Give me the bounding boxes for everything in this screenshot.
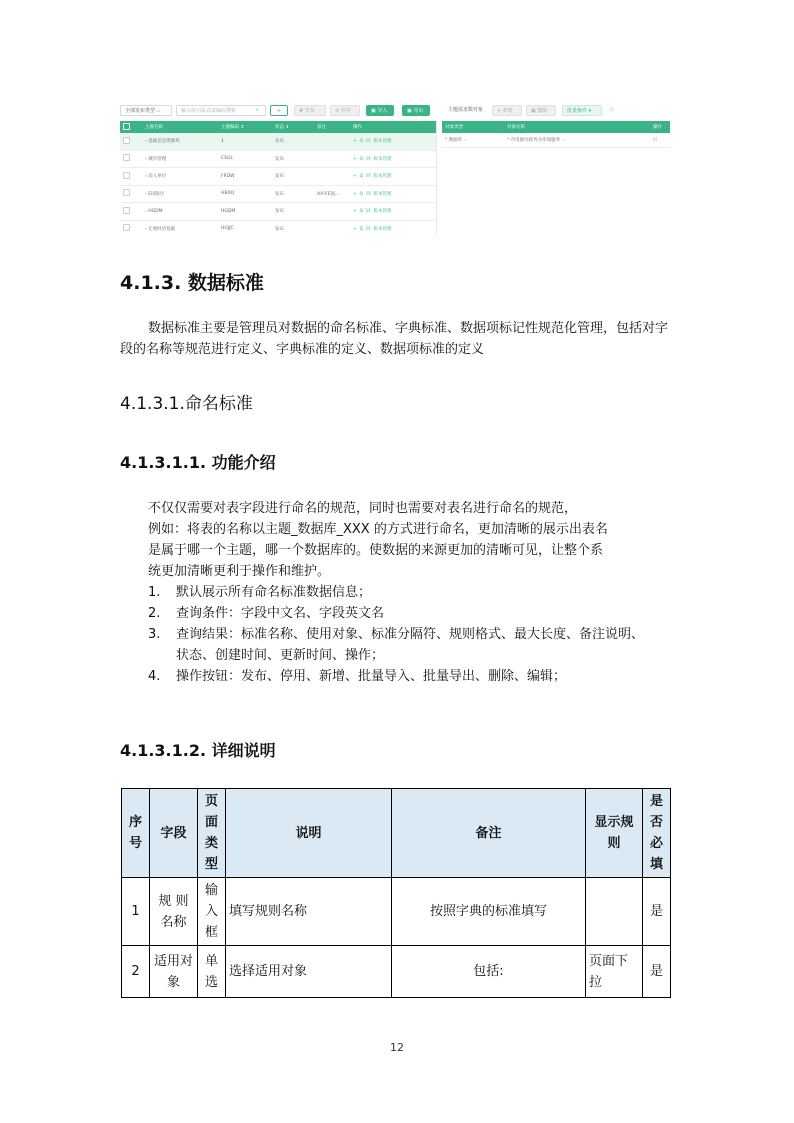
intro-line: 统更加清晰更利于操作和维护。 xyxy=(148,564,331,579)
heading-4-1-3: 4.1.3. 数据标准 xyxy=(120,272,264,294)
th-required: 是否必填 xyxy=(643,789,671,878)
th-code[interactable]: 主题编码 ⇕ xyxy=(218,121,272,133)
table-row: 1 规 则名称 输入框 填写规则名称 按照字典的标准填写 是 xyxy=(122,878,671,946)
th-display: 显示规则 xyxy=(586,789,643,878)
list-item: 3. 查询结果：标准名称、使用对象、标准分隔符、规则格式、最大长度、备注说明、 xyxy=(148,627,645,642)
embedded-screenshot xyxy=(120,103,670,235)
select-all-checkbox[interactable] xyxy=(123,123,130,130)
publish-button[interactable]: ✚ 发布 xyxy=(294,105,326,116)
right-delete-button[interactable]: ▣ 删除 xyxy=(526,105,556,116)
th-object-name: 对象名称 xyxy=(504,121,650,133)
delete-icon[interactable]: 回 xyxy=(650,133,670,148)
th-desc: 说明 xyxy=(226,789,392,878)
row-checkbox[interactable] xyxy=(123,137,130,144)
heading-4-1-3-1-2: 4.1.3.1.2. 详细说明 xyxy=(120,741,276,760)
type-select[interactable]: 全部发布类型 ⌵ xyxy=(120,105,172,116)
object-name-select[interactable]: * 市电源办政务分库保服务 ⌵ xyxy=(504,133,650,148)
search-icon[interactable]: ⌕ xyxy=(256,107,259,113)
page-number: 12 xyxy=(390,1041,404,1054)
table-row[interactable]: › 基础信息资源块 1 发布 + Q 回 版本管理 xyxy=(120,133,436,150)
detail-table xyxy=(121,788,671,998)
paragraph-data-standard: 数据标准主要是管理员对数据的命名标准、字典标准、数据项标记性规范化管理，包括对字段的名称等规范进行定义、字典标准的定义、数据项标准的定义 xyxy=(120,321,669,357)
batch-ops-button[interactable]: 批量操作 ▾ xyxy=(562,105,602,116)
table-row[interactable]: › E国际区 HBXQ 发布 AA市E国... + Q 回 版本管理 xyxy=(120,185,436,203)
row-checkbox[interactable] xyxy=(123,154,130,161)
table-row: 2 适用对象 单选 选择适用对象 包括: 页面下拉 是 xyxy=(122,946,671,998)
heading-4-1-3-1: 4.1.3.1.命名标准 xyxy=(120,394,253,414)
table-row[interactable]: › 城市管理 CSGL 发布 + Q 回 版本管理 xyxy=(120,150,436,168)
import-button[interactable]: ▣ 导入 xyxy=(366,105,394,116)
list-item: 状态、创建时间、更新时间、操作； xyxy=(176,648,385,663)
th-object-type: 对象类型 xyxy=(442,121,504,133)
th-ops: 操作 xyxy=(350,121,436,133)
feature-list xyxy=(148,582,678,687)
intro-line: 不仅仅需要对表字段进行命名的规范，同时也需要对表名进行命名的规范， xyxy=(148,501,578,516)
info-icon[interactable]: ⓘ xyxy=(605,105,618,116)
right-table xyxy=(442,121,670,148)
intro-line: 是属于哪一个主题，哪一个数据库的。使数据的来源更加的清晰可见，让整个系 xyxy=(148,543,604,558)
th-page-type: 页面类型 xyxy=(198,789,226,878)
left-table xyxy=(120,121,436,235)
th-remark: 备注 xyxy=(392,789,586,878)
row-checkbox[interactable] xyxy=(123,172,130,179)
th-status[interactable]: 状态 ⇕ xyxy=(272,121,314,133)
row-checkbox[interactable] xyxy=(123,224,130,231)
th-no: 序号 xyxy=(122,789,150,878)
add-button[interactable]: + xyxy=(270,105,288,116)
list-item: 2. 查询条件：字段中文名、字段英文名 xyxy=(148,606,385,621)
export-button[interactable]: ▣ 导出 xyxy=(402,105,430,116)
list-item: 1. 默认展示所有命名标准数据信息； xyxy=(148,585,372,600)
disable-button[interactable]: ⊘ 停用 xyxy=(330,105,360,116)
th-field: 字段 xyxy=(150,789,198,878)
th-object-ops: 操作 xyxy=(650,121,670,133)
table-row[interactable] xyxy=(442,133,670,148)
panel-divider xyxy=(436,121,437,235)
intro-block xyxy=(148,498,678,582)
list-item: 4. 操作按钮：发布、停用、新增、批量导入、批量导出、删除、编辑； xyxy=(148,669,567,684)
row-checkbox[interactable] xyxy=(123,207,130,214)
right-add-button[interactable]: + 新增 xyxy=(492,105,522,116)
intro-line: 例如：将表的名称以主题_数据库_XXX 的方式进行命名，更加清晰的展示出表名 xyxy=(148,522,608,537)
th-note: 备注 xyxy=(314,121,350,133)
table-row[interactable]: › 宏观经济基础 HGJJC 发布 + Q 回 版本管理 xyxy=(120,220,436,235)
heading-4-1-3-1-1: 4.1.3.1.1. 功能介绍 xyxy=(120,453,276,472)
table-row[interactable]: › HGDM HGDM 发布 + Q 回 版本管理 xyxy=(120,203,436,221)
object-type-select[interactable]: * 数据库 ⌵ xyxy=(442,133,504,148)
row-checkbox[interactable] xyxy=(123,189,130,196)
table-row[interactable]: › 法人单位 FRDW 发布 + Q 回 版本管理 xyxy=(120,168,436,186)
search-input[interactable]: 输入展示版式或编码搜索 xyxy=(176,105,266,116)
th-name[interactable]: 主题名称 xyxy=(142,121,218,133)
right-panel-title: 主题需求数对象 xyxy=(444,105,487,116)
